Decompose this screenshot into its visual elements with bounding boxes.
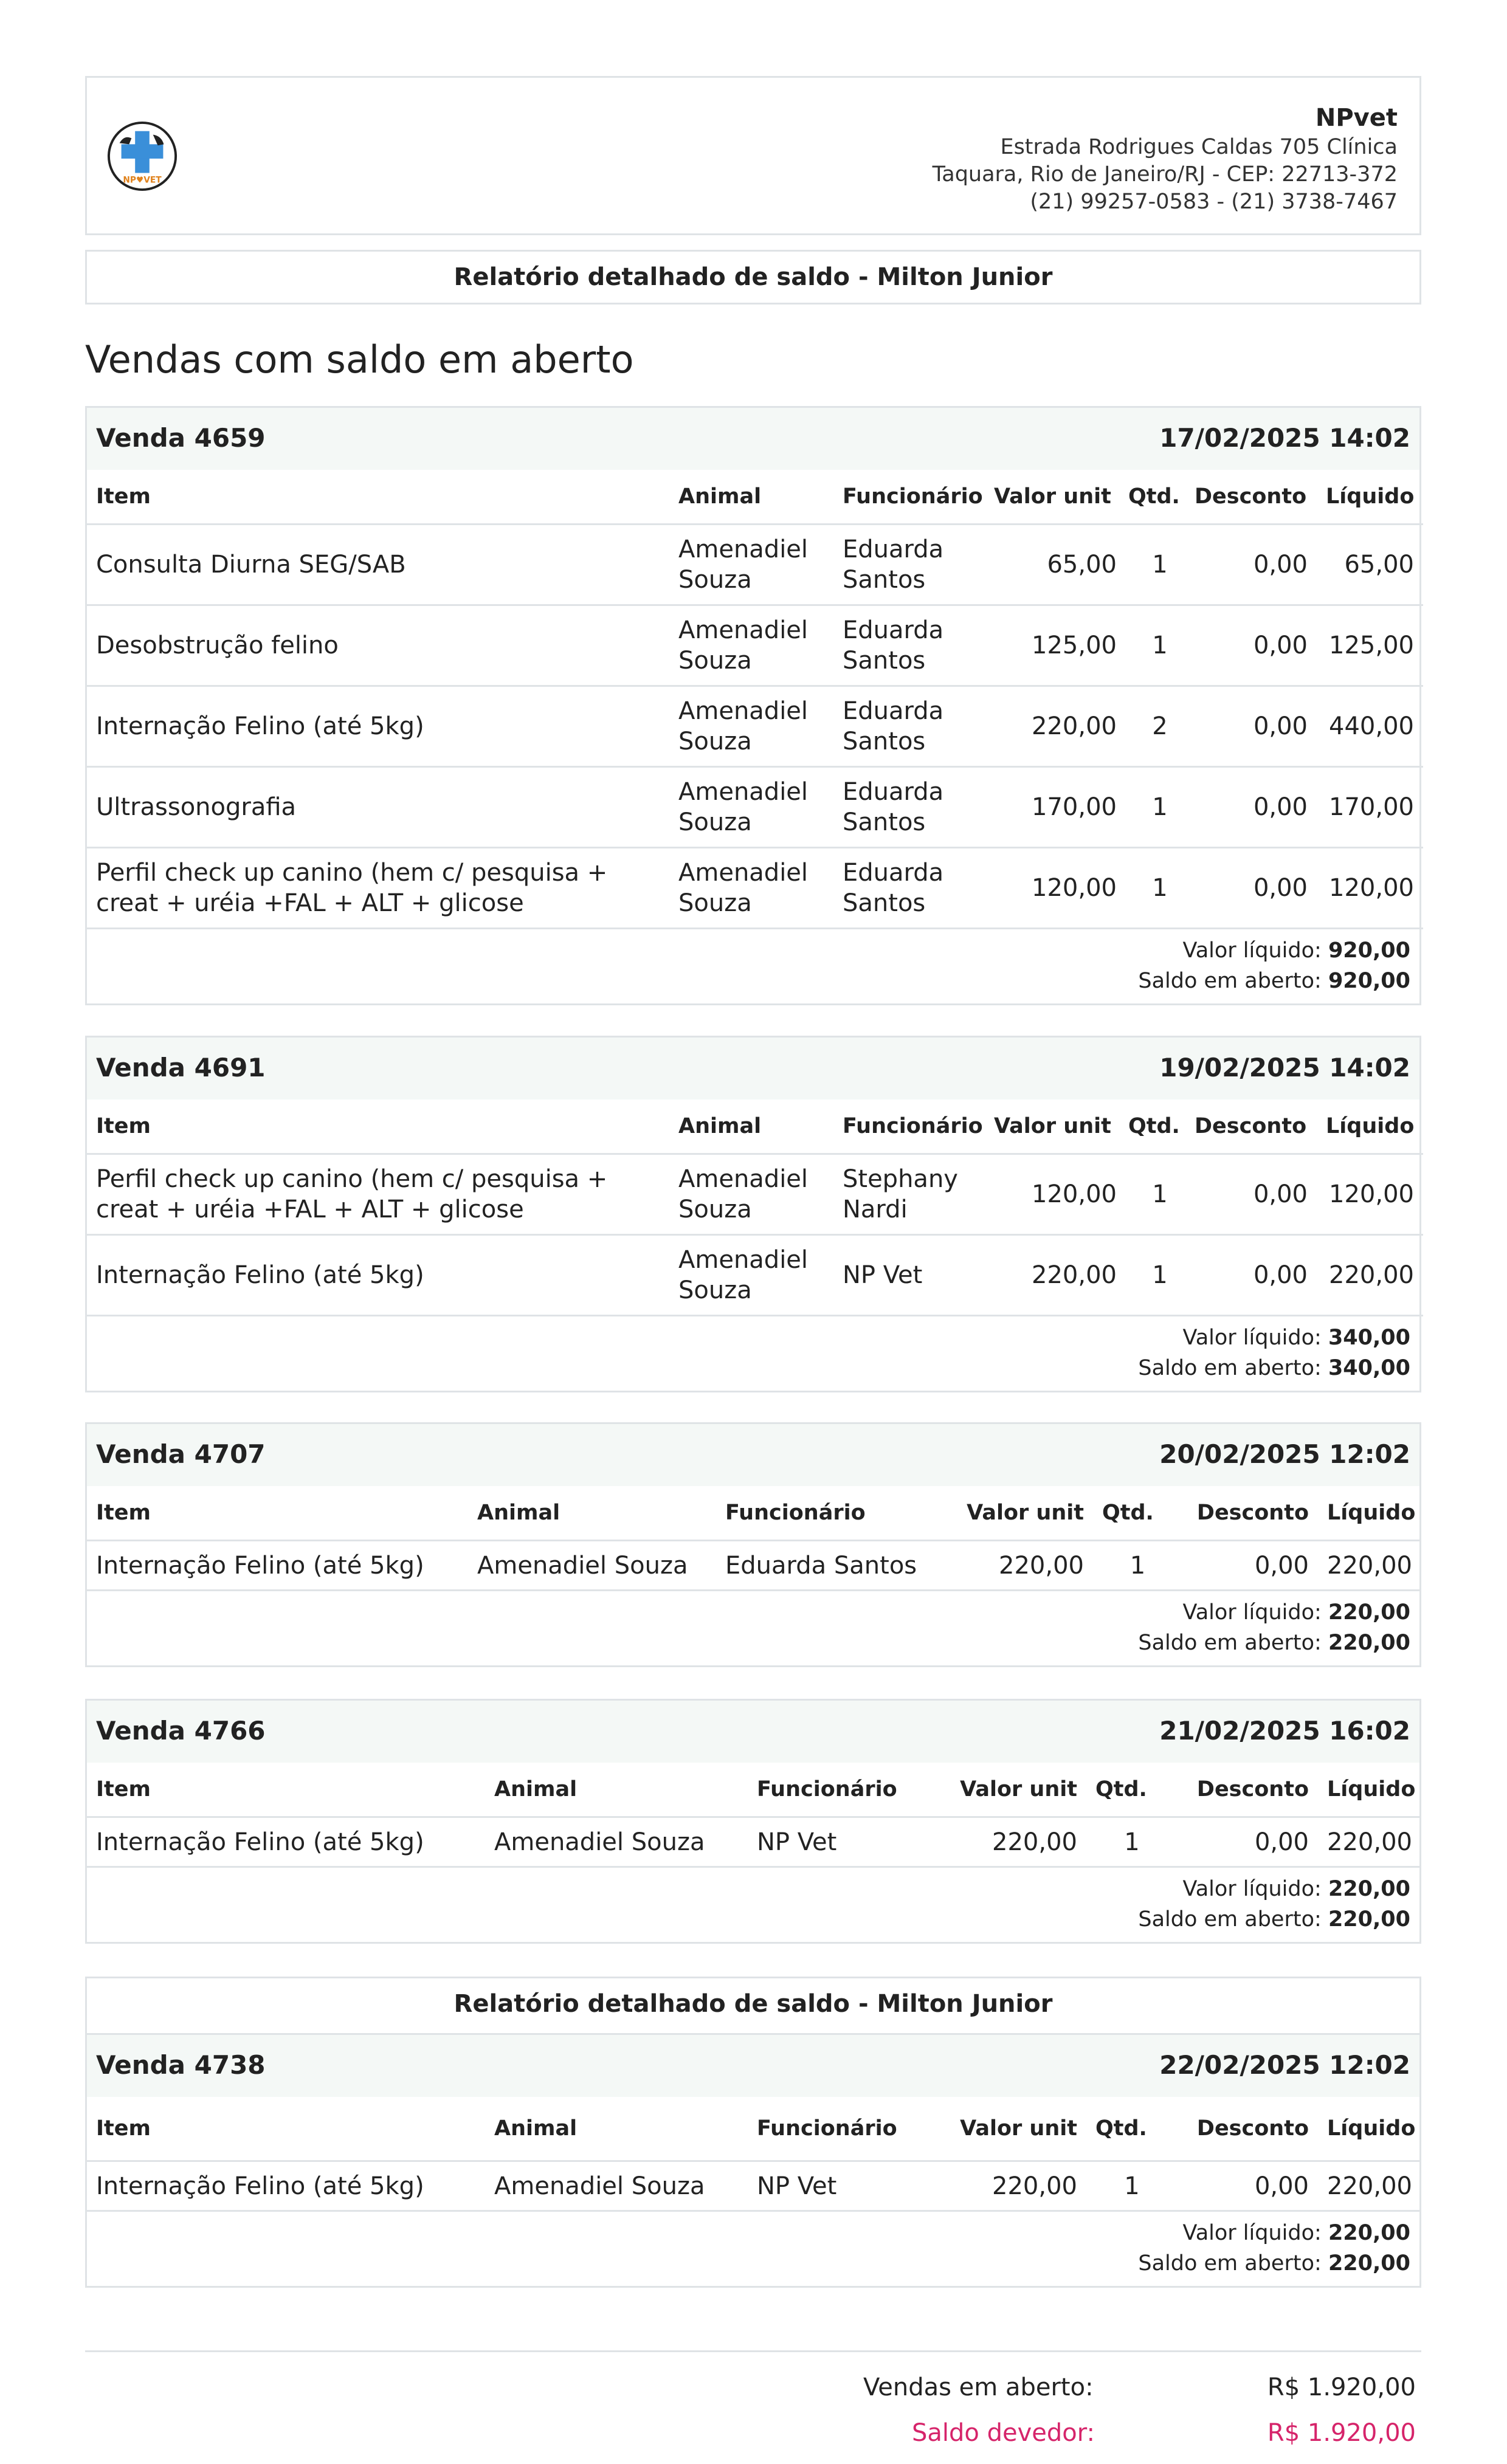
col-desconto: Desconto xyxy=(1173,1763,1318,1817)
cell-funcionario: Eduarda Santos xyxy=(716,1541,956,1591)
sale-id: Venda 4691 xyxy=(96,1053,266,1082)
cell-liquido: 220,00 xyxy=(1318,1541,1419,1591)
valor-liquido-label: Valor líquido: xyxy=(1182,1326,1322,1350)
table-row xyxy=(87,1541,1419,1591)
sale-totals xyxy=(87,929,1419,1003)
cell-valor-unit: 120,00 xyxy=(989,848,1126,929)
report-title-repeat: Relatório detalhado de saldo - Milton Junior xyxy=(87,1978,1419,2035)
col-liquido: Líquido xyxy=(1317,1100,1423,1154)
valor-liquido-label: Valor líquido: xyxy=(1182,1600,1322,1625)
cell-item: Consulta Diurna SEG/SAB xyxy=(87,525,669,605)
cell-funcionario: NP Vet xyxy=(748,1817,945,1867)
cell-qtd: 1 xyxy=(1126,1154,1190,1235)
cell-liquido: 120,00 xyxy=(1317,848,1423,929)
cell-desconto: 0,00 xyxy=(1173,2161,1318,2211)
col-valor-unit: Valor unit xyxy=(945,1763,1086,1817)
section-title: Vendas com saldo em aberto xyxy=(85,337,634,382)
cell-funcionario: NP Vet xyxy=(748,2161,945,2211)
saldo-aberto-label: Saldo em aberto: xyxy=(1138,969,1322,993)
col-valor-unit: Valor unit xyxy=(945,2097,1086,2161)
cell-desconto: 0,00 xyxy=(1190,1154,1317,1235)
cell-qtd: 1 xyxy=(1126,605,1190,686)
logo-text: NP♥VET xyxy=(123,175,162,185)
sale-block-with-title xyxy=(85,1977,1421,2288)
col-liquido: Líquido xyxy=(1318,1486,1419,1541)
saldo-aberto-value: 340,00 xyxy=(1328,1356,1410,1380)
company-info xyxy=(933,102,1398,216)
col-qtd: Qtd. xyxy=(1126,1100,1190,1154)
cell-valor-unit: 65,00 xyxy=(989,525,1126,605)
sale-date: 22/02/2025 12:02 xyxy=(1159,2050,1410,2080)
cell-item: Ultrassonografia xyxy=(87,767,669,848)
sale-totals xyxy=(87,1316,1419,1391)
cell-qtd: 1 xyxy=(1126,525,1190,605)
col-item: Item xyxy=(87,1763,485,1817)
cell-valor-unit: 220,00 xyxy=(989,686,1126,767)
sale-id: Venda 4766 xyxy=(96,1716,266,1746)
valor-liquido-value: 920,00 xyxy=(1328,938,1410,963)
table-row xyxy=(87,1154,1423,1235)
sale-date: 17/02/2025 14:02 xyxy=(1159,423,1410,453)
cell-funcionario: Eduarda Santos xyxy=(833,605,989,686)
cell-desconto: 0,00 xyxy=(1190,1235,1317,1316)
cell-valor-unit: 120,00 xyxy=(989,1154,1126,1235)
table-row xyxy=(87,848,1423,929)
company-phones: (21) 99257-0583 - (21) 3738-7467 xyxy=(1030,190,1398,214)
sale-header xyxy=(87,1424,1419,1486)
cell-desconto: 0,00 xyxy=(1190,848,1317,929)
cell-animal: Amenadiel Souza xyxy=(669,605,833,686)
cell-desconto: 0,00 xyxy=(1190,525,1317,605)
cell-valor-unit: 220,00 xyxy=(945,1817,1086,1867)
table-header-row xyxy=(87,470,1423,525)
col-desconto: Desconto xyxy=(1190,1100,1317,1154)
valor-liquido-label: Valor líquido: xyxy=(1182,2221,1322,2245)
valor-liquido-value: 220,00 xyxy=(1328,1877,1410,1901)
table-row xyxy=(87,605,1423,686)
saldo-aberto-value: 920,00 xyxy=(1328,969,1410,993)
sale-items-table xyxy=(87,1100,1423,1316)
col-animal: Animal xyxy=(485,2097,748,2161)
col-funcionario: Funcionário xyxy=(716,1486,956,1541)
sale-totals xyxy=(87,1591,1419,1665)
col-item: Item xyxy=(87,1486,468,1541)
sale-items-table xyxy=(87,1486,1419,1591)
col-qtd: Qtd. xyxy=(1093,1486,1178,1541)
cell-valor-unit: 125,00 xyxy=(989,605,1126,686)
sale-id: Venda 4659 xyxy=(96,423,266,453)
company-address-1: Estrada Rodrigues Caldas 705 Clínica xyxy=(1000,135,1398,159)
table-row xyxy=(87,686,1423,767)
valor-liquido-value: 220,00 xyxy=(1328,1600,1410,1625)
clinic-logo-icon xyxy=(106,120,178,192)
col-item: Item xyxy=(87,1100,669,1154)
cell-item: Internação Felino (até 5kg) xyxy=(87,1541,468,1591)
cell-funcionario: NP Vet xyxy=(833,1235,989,1316)
saldo-aberto-value: 220,00 xyxy=(1328,2251,1410,2276)
cell-qtd: 1 xyxy=(1126,1235,1190,1316)
cell-liquido: 220,00 xyxy=(1318,2161,1419,2211)
cell-item: Desobstrução felino xyxy=(87,605,669,686)
sale-header xyxy=(87,408,1419,470)
col-valor-unit: Valor unit xyxy=(956,1486,1093,1541)
cell-funcionario: Eduarda Santos xyxy=(833,686,989,767)
cell-liquido: 65,00 xyxy=(1317,525,1423,605)
cell-liquido: 120,00 xyxy=(1317,1154,1423,1235)
valor-liquido-value: 220,00 xyxy=(1328,2221,1410,2245)
cell-funcionario: Stephany Nardi xyxy=(833,1154,989,1235)
cell-funcionario: Eduarda Santos xyxy=(833,525,989,605)
col-valor-unit: Valor unit xyxy=(989,470,1126,525)
cell-desconto: 0,00 xyxy=(1190,605,1317,686)
table-row xyxy=(87,1235,1423,1316)
table-row xyxy=(87,525,1423,605)
table-header-row xyxy=(87,1763,1419,1817)
company-header xyxy=(85,76,1421,235)
saldo-devedor-label: Saldo devedor: xyxy=(912,2419,1095,2447)
cell-qtd: 2 xyxy=(1126,686,1190,767)
cell-item: Internação Felino (até 5kg) xyxy=(87,1235,669,1316)
cell-qtd: 1 xyxy=(1086,2161,1173,2211)
sale-items-table xyxy=(87,470,1423,929)
cell-valor-unit: 170,00 xyxy=(989,767,1126,848)
cell-liquido: 220,00 xyxy=(1317,1235,1423,1316)
sale-date: 20/02/2025 12:02 xyxy=(1159,1439,1410,1469)
col-funcionario: Funcionário xyxy=(833,470,989,525)
valor-liquido-label: Valor líquido: xyxy=(1182,1877,1322,1901)
cell-item: Internação Felino (até 5kg) xyxy=(87,1817,485,1867)
sale-date: 21/02/2025 16:02 xyxy=(1159,1716,1410,1746)
col-animal: Animal xyxy=(669,470,833,525)
sale-header xyxy=(87,1038,1419,1100)
vendas-aberto-value: R$ 1.920,00 xyxy=(1267,2373,1416,2401)
company-address-2: Taquara, Rio de Janeiro/RJ - CEP: 22713-372 xyxy=(932,162,1398,187)
col-liquido: Líquido xyxy=(1318,2097,1419,2161)
company-name: NPvet xyxy=(1315,104,1398,132)
col-qtd: Qtd. xyxy=(1086,2097,1173,2161)
cell-animal: Amenadiel Souza xyxy=(669,686,833,767)
cell-liquido: 220,00 xyxy=(1318,1817,1419,1867)
col-valor-unit: Valor unit xyxy=(989,1100,1126,1154)
cell-item: Perfil check up canino (hem c/ pesquisa + creat + uréia +FAL + ALT + glicose xyxy=(87,1154,669,1235)
col-funcionario: Funcionário xyxy=(748,1763,945,1817)
sale-id: Venda 4738 xyxy=(96,2050,266,2080)
vendas-aberto-label: Vendas em aberto: xyxy=(863,2373,1094,2401)
cell-animal: Amenadiel Souza xyxy=(669,525,833,605)
cell-item: Internação Felino (até 5kg) xyxy=(87,686,669,767)
sale-totals xyxy=(87,1868,1419,1942)
cell-liquido: 440,00 xyxy=(1317,686,1423,767)
report-title: Relatório detalhado de saldo - Milton Junior xyxy=(85,250,1421,305)
sale-block xyxy=(85,406,1421,1005)
cell-valor-unit: 220,00 xyxy=(989,1235,1126,1316)
cell-liquido: 170,00 xyxy=(1317,767,1423,848)
sale-block xyxy=(85,1422,1421,1667)
sale-items-table xyxy=(87,1763,1419,1868)
table-header-row xyxy=(87,1100,1423,1154)
col-animal: Animal xyxy=(669,1100,833,1154)
cell-desconto: 0,00 xyxy=(1173,1817,1318,1867)
table-row xyxy=(87,2161,1419,2211)
sale-items-table xyxy=(87,2097,1419,2212)
table-header-row xyxy=(87,2097,1419,2161)
valor-liquido-value: 340,00 xyxy=(1328,1326,1410,1350)
col-liquido: Líquido xyxy=(1317,470,1423,525)
saldo-aberto-label: Saldo em aberto: xyxy=(1138,2251,1322,2276)
saldo-aberto-label: Saldo em aberto: xyxy=(1138,1907,1322,1932)
col-animal: Animal xyxy=(468,1486,716,1541)
cell-funcionario: Eduarda Santos xyxy=(833,848,989,929)
cell-desconto: 0,00 xyxy=(1190,767,1317,848)
sale-block xyxy=(85,1699,1421,1944)
sale-block xyxy=(85,1036,1421,1392)
col-animal: Animal xyxy=(485,1763,748,1817)
col-funcionario: Funcionário xyxy=(833,1100,989,1154)
col-item: Item xyxy=(87,470,669,525)
saldo-aberto-value: 220,00 xyxy=(1328,1907,1410,1932)
cell-valor-unit: 220,00 xyxy=(956,1541,1093,1591)
saldo-devedor-value: R$ 1.920,00 xyxy=(1267,2419,1416,2447)
cell-animal: Amenadiel Souza xyxy=(485,1817,748,1867)
valor-liquido-label: Valor líquido: xyxy=(1182,938,1322,963)
table-row xyxy=(87,1817,1419,1867)
cell-funcionario: Eduarda Santos xyxy=(833,767,989,848)
table-header-row xyxy=(87,1486,1419,1541)
cell-desconto: 0,00 xyxy=(1190,686,1317,767)
cell-qtd: 1 xyxy=(1126,848,1190,929)
col-qtd: Qtd. xyxy=(1126,470,1190,525)
table-row xyxy=(87,767,1423,848)
sale-id: Venda 4707 xyxy=(96,1439,266,1469)
cell-item: Internação Felino (até 5kg) xyxy=(87,2161,485,2211)
cell-liquido: 125,00 xyxy=(1317,605,1423,686)
col-liquido: Líquido xyxy=(1318,1763,1419,1817)
col-qtd: Qtd. xyxy=(1086,1763,1173,1817)
sale-totals xyxy=(87,2212,1419,2286)
cell-animal: Amenadiel Souza xyxy=(669,767,833,848)
cell-item: Perfil check up canino (hem c/ pesquisa + creat + uréia +FAL + ALT + glicose xyxy=(87,848,669,929)
cell-valor-unit: 220,00 xyxy=(945,2161,1086,2211)
sale-header xyxy=(87,2035,1419,2097)
sale-header xyxy=(87,1701,1419,1763)
col-desconto: Desconto xyxy=(1190,470,1317,525)
cell-animal: Amenadiel Souza xyxy=(485,2161,748,2211)
cell-qtd: 1 xyxy=(1093,1541,1178,1591)
cell-qtd: 1 xyxy=(1086,1817,1173,1867)
cell-animal: Amenadiel Souza xyxy=(669,1235,833,1316)
saldo-aberto-label: Saldo em aberto: xyxy=(1138,1631,1322,1655)
col-desconto: Desconto xyxy=(1173,2097,1318,2161)
summary-divider xyxy=(85,2350,1421,2352)
cell-animal: Amenadiel Souza xyxy=(669,848,833,929)
cell-desconto: 0,00 xyxy=(1178,1541,1318,1591)
cell-animal: Amenadiel Souza xyxy=(669,1154,833,1235)
saldo-aberto-label: Saldo em aberto: xyxy=(1138,1356,1322,1380)
col-funcionario: Funcionário xyxy=(748,2097,945,2161)
cell-animal: Amenadiel Souza xyxy=(468,1541,716,1591)
col-item: Item xyxy=(87,2097,485,2161)
col-desconto: Desconto xyxy=(1178,1486,1318,1541)
cell-qtd: 1 xyxy=(1126,767,1190,848)
sale-date: 19/02/2025 14:02 xyxy=(1159,1053,1410,1082)
saldo-aberto-value: 220,00 xyxy=(1328,1631,1410,1655)
